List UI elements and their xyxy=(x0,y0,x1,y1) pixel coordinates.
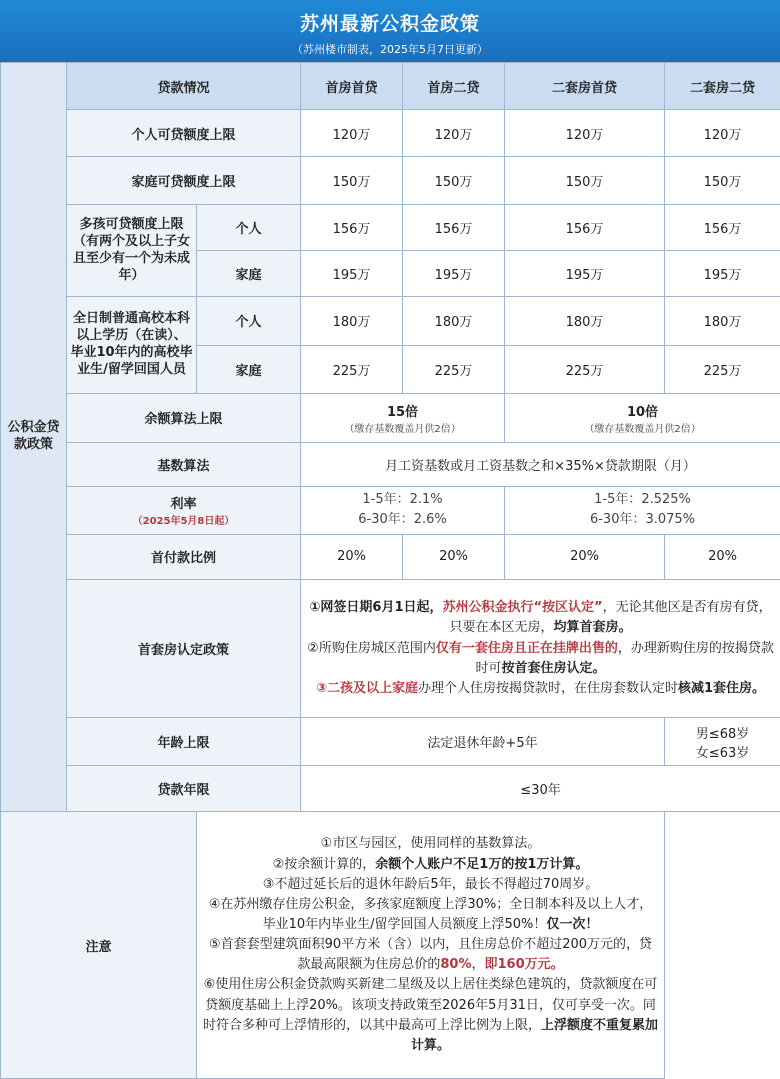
row-label: 余额算法上限 xyxy=(67,393,301,442)
col-header-3: 二套房首贷 xyxy=(505,63,665,110)
table-row xyxy=(1,579,780,717)
balance-second-multiple: 10倍 xyxy=(626,404,659,420)
sub-label: 家庭 xyxy=(197,251,301,297)
cell-value: 150万 xyxy=(665,157,780,205)
row-label: 注意 xyxy=(1,812,197,1079)
cell-value: 180万 xyxy=(403,297,505,345)
row-label: 全日制普通高校本科以上学历（在读）、毕业10年内的高校毕业生/留学回国人员 xyxy=(67,297,197,393)
row-label: 家庭可贷额度上限 xyxy=(67,157,301,205)
row-label: 年龄上限 xyxy=(67,718,301,766)
row-label xyxy=(67,486,301,534)
cell-value: 225万 xyxy=(665,345,780,393)
col-header-2: 首房二贷 xyxy=(403,63,505,110)
cell-value: 225万 xyxy=(301,345,403,393)
cell-value: 20% xyxy=(301,534,403,579)
table-row xyxy=(1,486,780,534)
balance-first xyxy=(301,393,505,442)
cell-value: 120万 xyxy=(665,110,780,157)
note-item-2: ②按余额计算的，余额个人账户不足1万的按1万计算。 xyxy=(272,856,589,872)
rate-second-short: 1-5年：2.525% xyxy=(594,491,691,507)
side-label: 公积金贷款政策 xyxy=(1,63,67,812)
col-header-loan: 贷款情况 xyxy=(67,63,301,110)
row-label: 贷款年限 xyxy=(67,766,301,812)
sub-label: 个人 xyxy=(197,205,301,251)
note-item-6: ⑥使用住房公积金贷款购买新建二星级及以上居住类绿色建筑的，贷款额度在可贷额度基础上上浮20%。该项支持政策至2026年5月31日，仅可享受一次。同时符合多种可上浮情形的，以其中最高可上浮比例为上限，上浮额度不重复累加计算。 xyxy=(203,977,659,1053)
row-label: 多孩可贷额度上限（有两个及以上子女且至少有一个为未成年） xyxy=(67,205,197,297)
rate-first-long: 6-30年：2.6% xyxy=(358,512,447,528)
row-label: 个人可贷额度上限 xyxy=(67,110,301,157)
note-item-4: ④在苏州缴存住房公积金，多孩家庭额度上浮30%；全日制本科及以上人才，毕业10年内毕业生/留学回国人员额度上浮50%！仅一次！ xyxy=(208,896,653,932)
row-label: 首付款比例 xyxy=(67,534,301,579)
sub-label: 家庭 xyxy=(197,345,301,393)
balance-first-multiple: 15倍 xyxy=(386,404,419,420)
policy-item-1: ①网签日期6月1日起，苏州公积金执行“按区认定”，无论其他区是否有房有贷，只要在本区无房，均算首套房。 xyxy=(309,600,772,636)
table-row xyxy=(1,718,780,766)
cell-value: 150万 xyxy=(301,157,403,205)
col-header-1: 首房首贷 xyxy=(301,63,403,110)
page-title: 苏州最新公积金政策 xyxy=(299,13,480,35)
balance-second-note: （缴存基数覆盖月供2倍） xyxy=(584,423,701,435)
rate-first-short: 1-5年：2.1% xyxy=(362,491,443,507)
table-row xyxy=(1,393,780,442)
cell-value: 156万 xyxy=(665,205,780,251)
cell-value: 120万 xyxy=(403,110,505,157)
policy-item-2: ②所购住房城区范围内仅有一套住房且正在挂牌出售的，办理新购住房的按揭贷款时可按首套住房认定。 xyxy=(307,640,774,676)
term-value: ≤30年 xyxy=(301,766,780,812)
balance-first-note: （缴存基数覆盖月供2倍） xyxy=(344,423,461,435)
rate-label: 利率 xyxy=(170,497,197,513)
cell-value: 20% xyxy=(665,534,780,579)
age-second xyxy=(665,718,780,766)
rate-date-note: （2025年5月8日起） xyxy=(132,516,235,528)
cell-value: 20% xyxy=(505,534,665,579)
cell-value: 156万 xyxy=(403,205,505,251)
notes-text xyxy=(197,812,665,1079)
table-row xyxy=(1,205,780,251)
policy-table xyxy=(0,62,780,1079)
row-label: 基数算法 xyxy=(67,442,301,486)
first-home-policy xyxy=(301,579,780,717)
header-row xyxy=(1,63,780,110)
cell-value: 225万 xyxy=(505,345,665,393)
cell-value: 195万 xyxy=(301,251,403,297)
age-first: 法定退休年龄+5年 xyxy=(301,718,665,766)
age-female: 女≤63岁 xyxy=(695,745,750,761)
cell-value: 120万 xyxy=(301,110,403,157)
cell-value: 195万 xyxy=(403,251,505,297)
cell-value: 120万 xyxy=(505,110,665,157)
age-male: 男≤68岁 xyxy=(695,726,750,742)
table-row xyxy=(1,157,780,205)
cell-value: 180万 xyxy=(665,297,780,345)
cell-value: 225万 xyxy=(403,345,505,393)
page-subtitle: （苏州楼市制表，2025年5月7日更新） xyxy=(292,43,488,56)
policy-item-3: ③二孩及以上家庭办理个人住房按揭贷款时，在住房套数认定时核减1套住房。 xyxy=(315,680,766,696)
cell-value: 180万 xyxy=(505,297,665,345)
cell-value: 180万 xyxy=(301,297,403,345)
base-formula: 月工资基数或月工资基数之和×35%×贷款期限（月） xyxy=(301,442,780,486)
table-row xyxy=(1,812,780,1079)
cell-value: 150万 xyxy=(403,157,505,205)
cell-value: 195万 xyxy=(665,251,780,297)
row-label: 首套房认定政策 xyxy=(67,579,301,717)
cell-value: 156万 xyxy=(301,205,403,251)
balance-second xyxy=(505,393,780,442)
col-header-4: 二套房二贷 xyxy=(665,63,780,110)
cell-value: 150万 xyxy=(505,157,665,205)
table-row xyxy=(1,297,780,345)
rate-second xyxy=(505,486,780,534)
table-row xyxy=(1,766,780,812)
table-row xyxy=(1,534,780,579)
table-row xyxy=(1,442,780,486)
sub-label: 个人 xyxy=(197,297,301,345)
note-item-1: ①市区与园区，使用同样的基数算法。 xyxy=(320,836,541,852)
note-item-3: ③不超过延长后的退休年龄后5年，最长不得超过70周岁。 xyxy=(262,876,599,892)
cell-value: 195万 xyxy=(505,251,665,297)
table-row xyxy=(1,110,780,157)
title-banner xyxy=(0,0,780,62)
cell-value: 20% xyxy=(403,534,505,579)
cell-value: 156万 xyxy=(505,205,665,251)
rate-first xyxy=(301,486,505,534)
rate-second-long: 6-30年：3.075% xyxy=(589,512,696,528)
note-item-5: ⑤首套套型建筑面积90平方米（含）以内，且住房总价不超过200万元的，贷款最高限额为住房总价的80%，即160万元。 xyxy=(209,937,653,973)
